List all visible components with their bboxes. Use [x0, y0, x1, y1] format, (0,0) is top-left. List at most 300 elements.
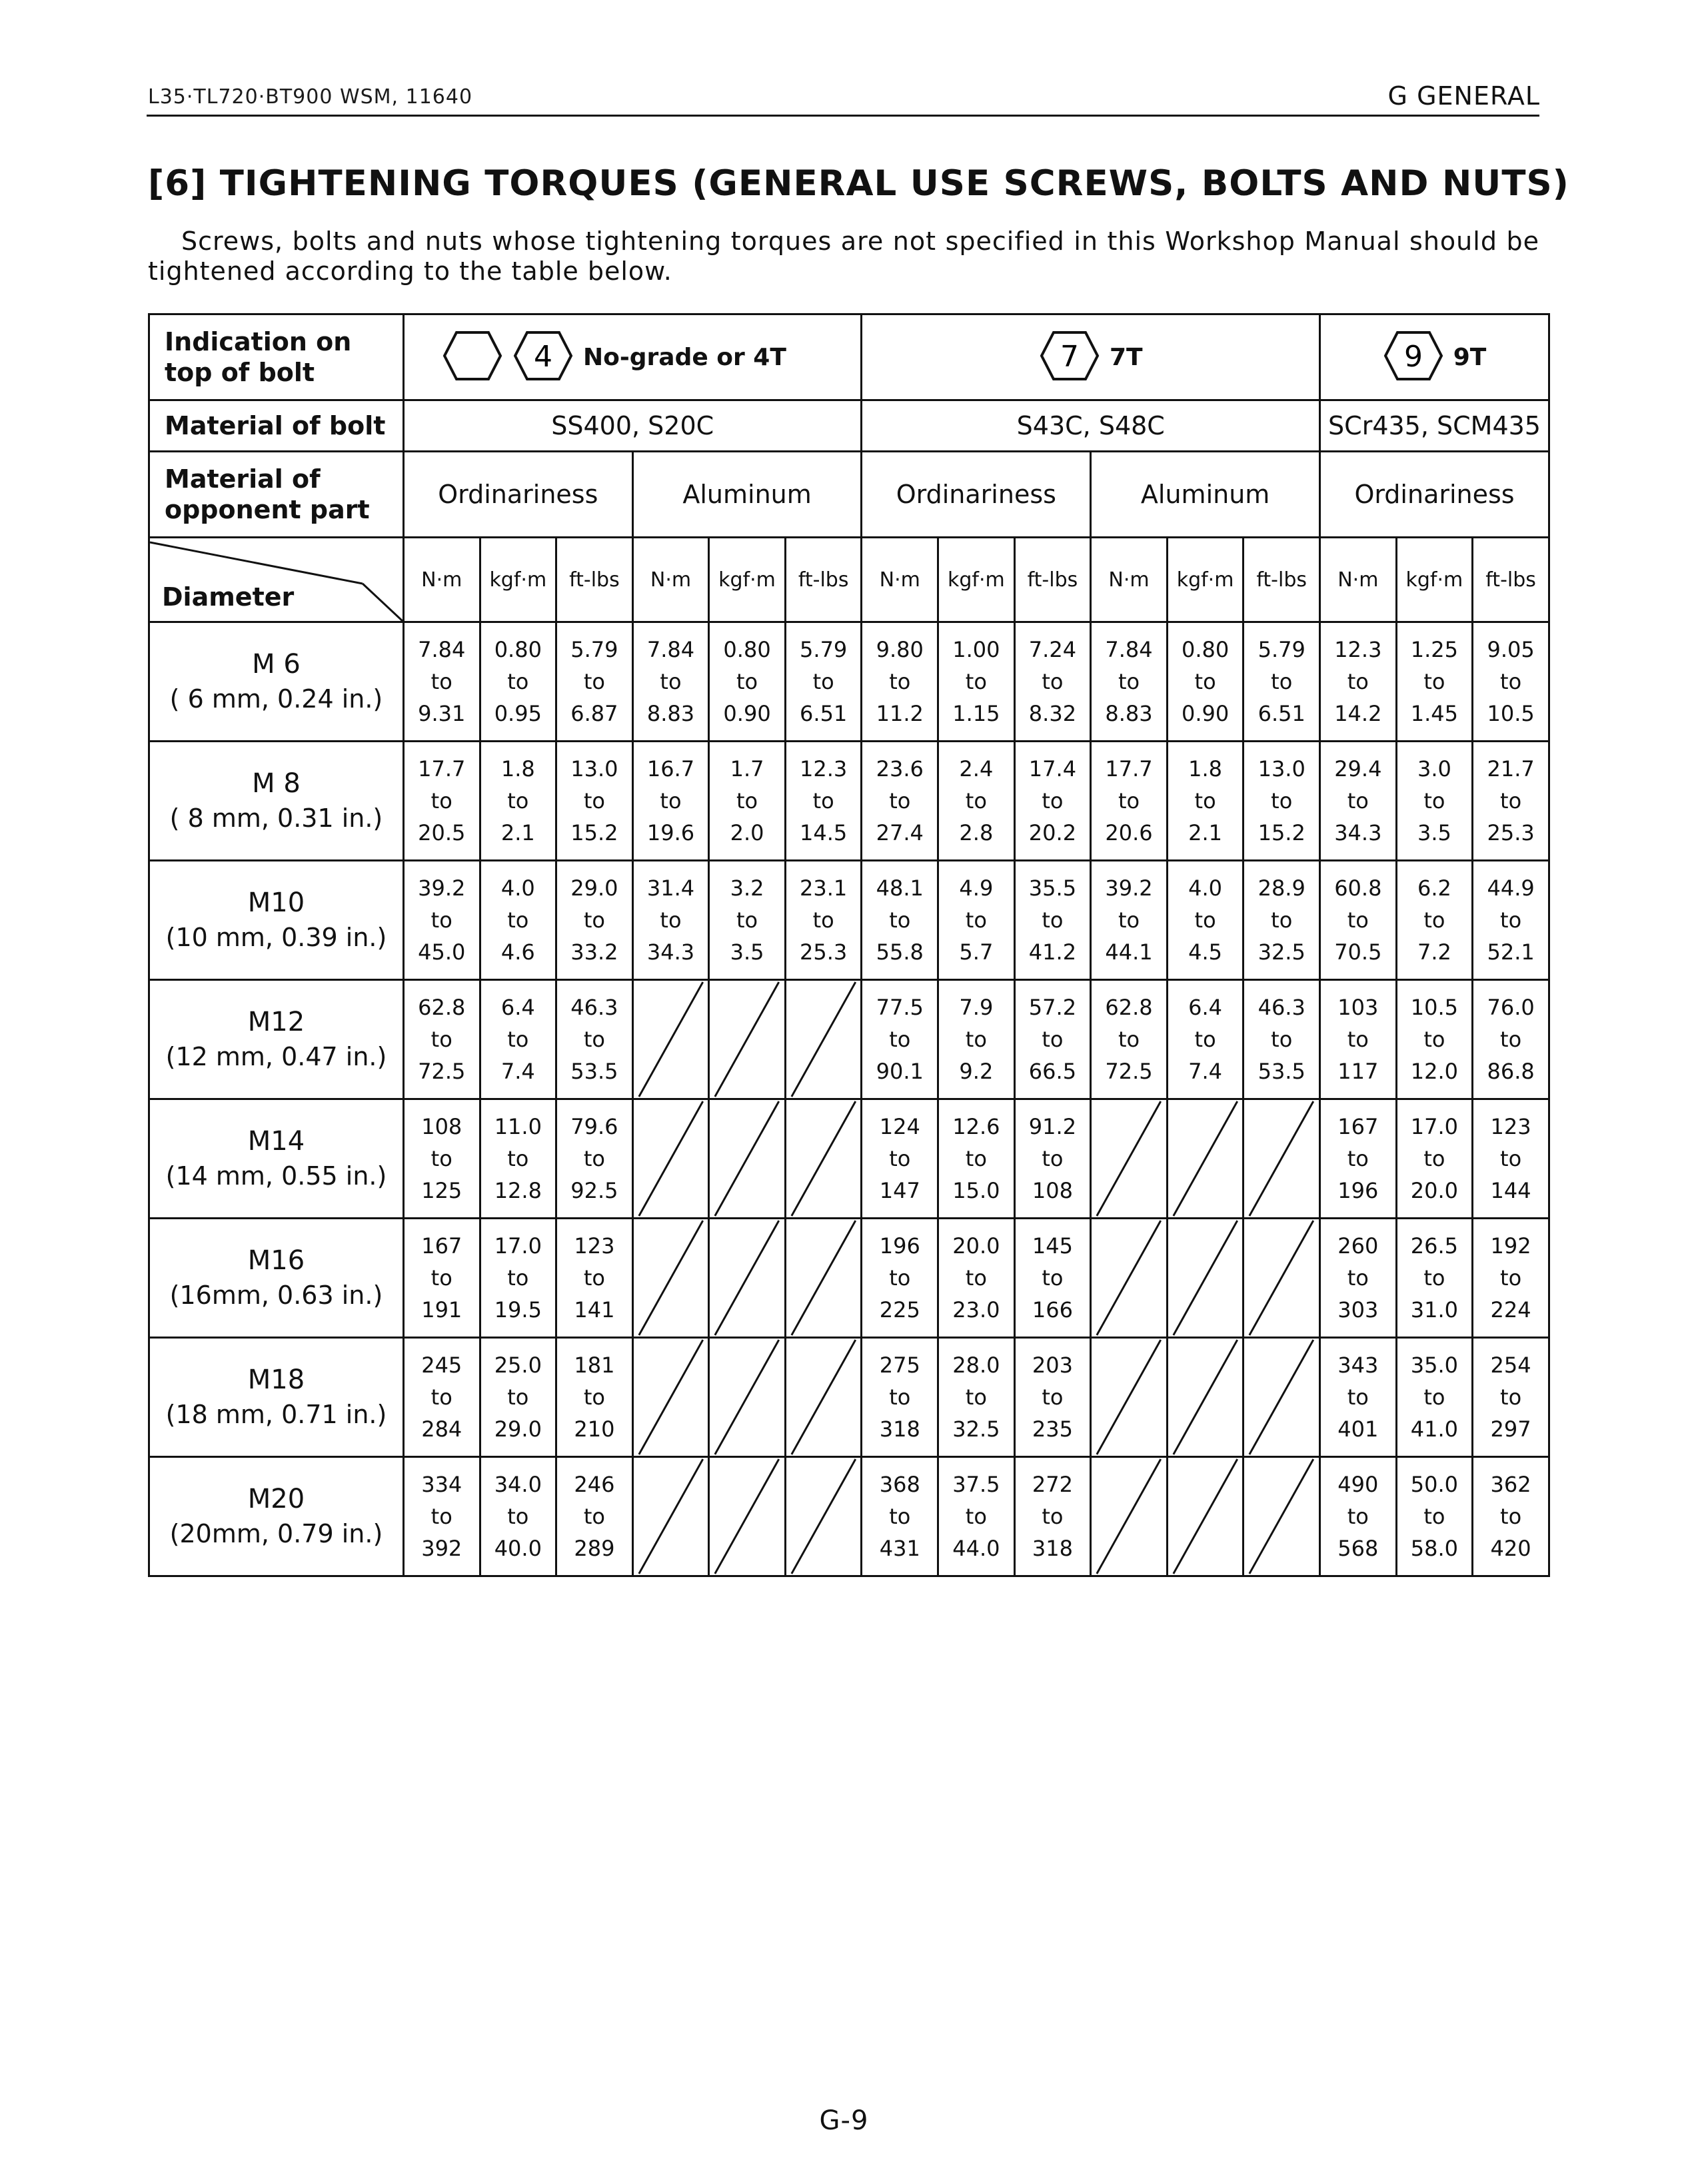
- opponent-part-3: Ordinariness: [862, 452, 1091, 538]
- torque-value-cell: [1320, 1457, 1397, 1576]
- unit-header-ftlbs: ft-lbs: [1014, 538, 1091, 622]
- to-word: to: [812, 907, 834, 933]
- to-word: to: [1271, 669, 1293, 694]
- to-word: to: [1347, 1265, 1369, 1291]
- torque-min: 9.05: [1487, 637, 1535, 662]
- not-applicable-cell: [1244, 1219, 1320, 1338]
- torque-min: 5.79: [800, 637, 848, 662]
- torque-value-cell: [1014, 1338, 1091, 1457]
- material-bolt-label: Material of bolt: [149, 400, 404, 452]
- page-title: [6] TIGHTENING TORQUES (GENERAL USE SCREWS, BOLTS AND NUTS): [148, 163, 1569, 204]
- strike-line: [710, 1219, 784, 1337]
- torque-value-cell: [1396, 980, 1473, 1099]
- torque-min: 1.25: [1410, 637, 1459, 662]
- torque-value-cell: [1244, 742, 1320, 861]
- strike-line: [634, 1219, 708, 1337]
- torque-min: 39.2: [1105, 875, 1153, 901]
- to-word: to: [1500, 1504, 1522, 1529]
- torque-value-cell: [1014, 622, 1091, 742]
- torque-max: 19.6: [646, 820, 695, 845]
- torque-min: 362: [1490, 1472, 1531, 1497]
- torque-max: 125: [421, 1178, 462, 1203]
- torque-min: 245: [421, 1353, 462, 1378]
- torque-min: 23.6: [876, 756, 924, 782]
- torque-max: 191: [421, 1297, 462, 1323]
- unit-header-nm: N·m: [1320, 538, 1397, 622]
- torque-max: 25.3: [800, 939, 848, 965]
- opponent-part-1: Ordinariness: [403, 452, 632, 538]
- torque-value-cell: [556, 1457, 633, 1576]
- torque-value-cell: [1396, 1219, 1473, 1338]
- torque-value-cell: [1167, 742, 1244, 861]
- torque-value-cell: [862, 622, 938, 742]
- torque-value-cell: [556, 622, 633, 742]
- torque-min: 17.0: [1410, 1114, 1459, 1139]
- torque-max: 72.5: [418, 1059, 466, 1084]
- torque-max: 297: [1490, 1416, 1531, 1442]
- torque-max: 15.2: [1258, 820, 1305, 845]
- bolt-size-desc: (20mm, 0.79 in.): [169, 1519, 383, 1548]
- strike-line: [786, 1100, 861, 1217]
- not-applicable-cell: [1167, 1099, 1244, 1219]
- torque-min: 246: [574, 1472, 615, 1497]
- torque-max: 44.1: [1105, 939, 1153, 965]
- to-word: to: [430, 1504, 452, 1529]
- torque-value-cell: [1396, 622, 1473, 742]
- torque-value-cell: [1320, 1099, 1397, 1219]
- torque-value-cell: [1396, 861, 1473, 980]
- torque-max: 19.5: [494, 1297, 542, 1323]
- indication-row: [149, 314, 1549, 400]
- to-word: to: [1423, 788, 1445, 814]
- torque-max: 420: [1490, 1536, 1531, 1561]
- torque-max: 8.83: [646, 701, 695, 726]
- to-word: to: [1347, 907, 1369, 933]
- to-word: to: [1194, 907, 1216, 933]
- torque-max: 44.0: [952, 1536, 1000, 1561]
- torque-max: 12.0: [1410, 1059, 1459, 1084]
- torque-min: 29.0: [570, 875, 618, 901]
- torque-min: 1.8: [1188, 756, 1223, 782]
- material-bolt-row: [149, 400, 1549, 452]
- strike-line: [786, 981, 861, 1098]
- torque-min: 25.0: [494, 1353, 542, 1378]
- strike-line: [786, 1339, 861, 1456]
- torque-value-cell: [403, 861, 480, 980]
- to-word: to: [1042, 788, 1064, 814]
- torque-max: 2.1: [500, 820, 535, 845]
- torque-min: 4.0: [500, 875, 535, 901]
- torque-value-cell: [785, 861, 862, 980]
- torque-value-cell: [556, 1219, 633, 1338]
- torque-value-cell: [1320, 1219, 1397, 1338]
- torque-value-cell: [1320, 1338, 1397, 1457]
- torque-min: 6.4: [1188, 995, 1223, 1020]
- to-word: to: [583, 1504, 605, 1529]
- torque-max: 45.0: [418, 939, 466, 965]
- torque-value-cell: [862, 861, 938, 980]
- torque-min: 29.4: [1334, 756, 1382, 782]
- torque-min: 26.5: [1410, 1233, 1459, 1259]
- torque-min: 12.3: [1334, 637, 1382, 662]
- bolt-size-desc: (10 mm, 0.39 in.): [165, 923, 387, 952]
- torque-min: 368: [879, 1472, 920, 1497]
- strike-line: [1092, 1219, 1166, 1337]
- header-left: L35·TL720·BT900 WSM, 11640: [148, 85, 473, 109]
- unit-header-ftlbs: ft-lbs: [785, 538, 862, 622]
- torque-max: 11.2: [876, 701, 924, 726]
- opponent-part-5: Ordinariness: [1320, 452, 1549, 538]
- bolt-size-cell: [149, 1338, 404, 1457]
- torque-value-cell: [785, 742, 862, 861]
- torque-min: 0.80: [723, 637, 771, 662]
- grade-7t-cell: [862, 314, 1320, 400]
- torque-min: 20.0: [952, 1233, 1000, 1259]
- to-word: to: [1423, 1146, 1445, 1171]
- to-word: to: [583, 1027, 605, 1052]
- to-word: to: [1500, 1146, 1522, 1171]
- table-row: [149, 742, 1549, 861]
- torque-min: 12.3: [800, 756, 848, 782]
- torque-value-cell: [1320, 861, 1397, 980]
- not-applicable-cell: [632, 1099, 709, 1219]
- torque-value-cell: [1396, 1099, 1473, 1219]
- to-word: to: [1194, 669, 1216, 694]
- unit-header-kgfm: kgf·m: [938, 538, 1015, 622]
- torque-max: 568: [1337, 1536, 1379, 1561]
- torque-min: 334: [421, 1472, 462, 1497]
- torque-min: 181: [574, 1353, 615, 1378]
- torque-min: 37.5: [952, 1472, 1000, 1497]
- to-word: to: [1347, 669, 1369, 694]
- torque-max: 29.0: [494, 1416, 542, 1442]
- to-word: to: [660, 788, 682, 814]
- torque-max: 9.2: [959, 1059, 994, 1084]
- bolt-size-name: M 8: [252, 768, 301, 799]
- torque-max: 20.2: [1028, 820, 1077, 845]
- not-applicable-cell: [709, 1338, 786, 1457]
- torque-min: 13.0: [1258, 756, 1305, 782]
- to-word: to: [1347, 1146, 1369, 1171]
- to-word: to: [430, 788, 452, 814]
- to-word: to: [1271, 1027, 1293, 1052]
- torque-max: 34.3: [646, 939, 695, 965]
- torque-min: 31.4: [646, 875, 695, 901]
- torque-value-cell: [403, 622, 480, 742]
- not-applicable-cell: [785, 1099, 862, 1219]
- torque-min: 13.0: [570, 756, 618, 782]
- to-word: to: [1042, 1384, 1064, 1410]
- torque-min: 48.1: [876, 875, 924, 901]
- torque-min: 35.0: [1410, 1353, 1459, 1378]
- to-word: to: [507, 1384, 529, 1410]
- torque-max: 20.0: [1410, 1178, 1459, 1203]
- to-word: to: [965, 1265, 987, 1291]
- bolt-material-2: S43C, S48C: [862, 400, 1320, 452]
- to-word: to: [889, 1384, 911, 1410]
- torque-value-cell: [1244, 861, 1320, 980]
- to-word: to: [507, 907, 529, 933]
- header-rule: [147, 115, 1539, 117]
- torque-max: 34.3: [1334, 820, 1382, 845]
- to-word: to: [1423, 1504, 1445, 1529]
- torque-min: 203: [1032, 1353, 1073, 1378]
- to-word: to: [1118, 907, 1140, 933]
- intro-line-1: Screws, bolts and nuts whose tightening torques are not specified in this Workshop Manual should be: [181, 227, 1539, 256]
- unit-header-ftlbs: ft-lbs: [1244, 538, 1320, 622]
- strike-line: [786, 1219, 861, 1337]
- to-word: to: [583, 1265, 605, 1291]
- not-applicable-cell: [1091, 1338, 1168, 1457]
- material-opponent-label: Material of opponent part: [149, 452, 404, 538]
- strike-line: [1092, 1100, 1166, 1217]
- to-word: to: [889, 907, 911, 933]
- torque-max: 23.0: [952, 1297, 1000, 1323]
- torque-value-cell: [1014, 1099, 1091, 1219]
- bolt-size-desc: (14 mm, 0.55 in.): [165, 1161, 387, 1191]
- strike-line: [1092, 1458, 1166, 1575]
- bolt-size-name: M18: [247, 1365, 305, 1395]
- to-word: to: [889, 1504, 911, 1529]
- torque-max: 108: [1032, 1178, 1073, 1203]
- torque-value-cell: [1014, 980, 1091, 1099]
- torque-max: 392: [421, 1536, 462, 1561]
- torque-value-cell: [862, 1338, 938, 1457]
- torque-value-cell: [556, 1338, 633, 1457]
- torque-max: 0.95: [494, 701, 542, 726]
- to-word: to: [965, 1504, 987, 1529]
- bolt-size-name: M 6: [252, 649, 301, 680]
- to-word: to: [965, 788, 987, 814]
- torque-min: 1.00: [952, 637, 1000, 662]
- hexagon-9-icon: [1383, 330, 1444, 384]
- torque-min: 50.0: [1410, 1472, 1459, 1497]
- torque-max: 25.3: [1487, 820, 1535, 845]
- to-word: to: [1271, 907, 1293, 933]
- bolt-size-name: M20: [247, 1484, 305, 1514]
- torque-value-cell: [938, 980, 1015, 1099]
- torque-max: 53.5: [570, 1059, 618, 1084]
- torque-value-cell: [938, 1099, 1015, 1219]
- torque-value-cell: [862, 1457, 938, 1576]
- grade-9t-label: 9T: [1453, 343, 1487, 371]
- not-applicable-cell: [1167, 1457, 1244, 1576]
- to-word: to: [1423, 669, 1445, 694]
- torque-max: 3.5: [1417, 820, 1451, 845]
- torque-max: 284: [421, 1416, 462, 1442]
- to-word: to: [1118, 788, 1140, 814]
- opponent-part-2: Aluminum: [632, 452, 862, 538]
- torque-max: 210: [574, 1416, 615, 1442]
- torque-value-cell: [480, 1457, 556, 1576]
- torque-max: 52.1: [1487, 939, 1535, 965]
- unit-header-kgfm: kgf·m: [480, 538, 556, 622]
- diameter-label: Diameter: [162, 582, 295, 612]
- torque-min: 35.5: [1028, 875, 1077, 901]
- torque-value-cell: [1167, 622, 1244, 742]
- torque-min: 17.7: [1105, 756, 1153, 782]
- to-word: to: [1118, 1027, 1140, 1052]
- torque-value-cell: [1396, 1457, 1473, 1576]
- torque-value-cell: [938, 861, 1015, 980]
- torque-min: 28.0: [952, 1353, 1000, 1378]
- torque-max: 224: [1490, 1297, 1531, 1323]
- torque-value-cell: [480, 861, 556, 980]
- not-applicable-cell: [632, 1338, 709, 1457]
- strike-line: [1168, 1100, 1243, 1217]
- to-word: to: [1500, 788, 1522, 814]
- bolt-size-cell: [149, 1099, 404, 1219]
- torque-max: 12.8: [494, 1178, 542, 1203]
- torque-value-cell: [1167, 861, 1244, 980]
- not-applicable-cell: [709, 1219, 786, 1338]
- unit-header-kgfm: kgf·m: [1167, 538, 1244, 622]
- torque-value-cell: [785, 622, 862, 742]
- to-word: to: [1423, 1384, 1445, 1410]
- torque-min: 57.2: [1028, 995, 1077, 1020]
- to-word: to: [965, 1146, 987, 1171]
- header-right: G GENERAL: [1387, 81, 1540, 111]
- to-word: to: [889, 1265, 911, 1291]
- torque-min: 0.80: [494, 637, 542, 662]
- to-word: to: [1347, 1384, 1369, 1410]
- torque-value-cell: [1244, 980, 1320, 1099]
- not-applicable-cell: [632, 1219, 709, 1338]
- bolt-material-3: SCr435, SCM435: [1320, 400, 1549, 452]
- to-word: to: [889, 669, 911, 694]
- torque-max: 40.0: [494, 1536, 542, 1561]
- page-number: G-9: [819, 2105, 869, 2136]
- torque-min: 11.0: [494, 1114, 542, 1139]
- grade-4t-cell: [403, 314, 862, 400]
- hexagon-blank-icon: [442, 330, 503, 384]
- torque-value-cell: [556, 861, 633, 980]
- torque-value-cell: [1091, 622, 1168, 742]
- torque-min: 275: [879, 1353, 920, 1378]
- torque-value-cell: [480, 622, 556, 742]
- torque-max: 144: [1490, 1178, 1531, 1203]
- torque-value-cell: [1473, 1338, 1549, 1457]
- not-applicable-cell: [1167, 1338, 1244, 1457]
- torque-min: 192: [1490, 1233, 1531, 1259]
- torque-max: 20.6: [1105, 820, 1153, 845]
- torque-value-cell: [862, 1219, 938, 1338]
- torque-max: 1.15: [952, 701, 1000, 726]
- torque-min: 5.79: [1258, 637, 1305, 662]
- torque-max: 431: [879, 1536, 920, 1561]
- unit-header-ftlbs: ft-lbs: [556, 538, 633, 622]
- torque-min: 124: [879, 1114, 920, 1139]
- torque-min: 10.5: [1410, 995, 1459, 1020]
- torque-min: 21.7: [1487, 756, 1535, 782]
- bolt-size-name: M14: [247, 1126, 305, 1157]
- torque-max: 6.51: [800, 701, 848, 726]
- torque-value-cell: [1014, 1457, 1091, 1576]
- strike-line: [1092, 1339, 1166, 1456]
- to-word: to: [1042, 669, 1064, 694]
- torque-value-cell: [480, 1219, 556, 1338]
- to-word: to: [965, 1027, 987, 1052]
- to-word: to: [736, 669, 758, 694]
- torque-min: 1.7: [730, 756, 764, 782]
- torque-min: 46.3: [570, 995, 618, 1020]
- to-word: to: [583, 669, 605, 694]
- torque-max: 4.6: [500, 939, 535, 965]
- torque-value-cell: [1396, 742, 1473, 861]
- torque-min: 123: [1490, 1114, 1531, 1139]
- torque-max: 20.5: [418, 820, 466, 845]
- torque-min: 34.0: [494, 1472, 542, 1497]
- torque-min: 3.0: [1417, 756, 1451, 782]
- torque-min: 28.9: [1258, 875, 1305, 901]
- to-word: to: [736, 907, 758, 933]
- torque-max: 90.1: [876, 1059, 924, 1084]
- torque-value-cell: [480, 1338, 556, 1457]
- torque-value-cell: [1473, 1457, 1549, 1576]
- torque-min: 4.0: [1188, 875, 1223, 901]
- bolt-size-cell: [149, 980, 404, 1099]
- torque-max: 58.0: [1410, 1536, 1459, 1561]
- torque-min: 7.84: [646, 637, 695, 662]
- torque-max: 7.4: [500, 1059, 535, 1084]
- torque-min: 5.79: [570, 637, 618, 662]
- not-applicable-cell: [1244, 1457, 1320, 1576]
- not-applicable-cell: [1167, 1219, 1244, 1338]
- to-word: to: [1118, 669, 1140, 694]
- strike-line: [634, 1458, 708, 1575]
- torque-min: 7.84: [418, 637, 466, 662]
- torque-max: 1.45: [1410, 701, 1459, 726]
- strike-line: [634, 1100, 708, 1217]
- torque-value-cell: [938, 1338, 1015, 1457]
- torque-max: 289: [574, 1536, 615, 1561]
- torque-max: 401: [1337, 1416, 1379, 1442]
- torque-max: 31.0: [1410, 1297, 1459, 1323]
- bolt-size-desc: (18 mm, 0.71 in.): [165, 1400, 387, 1429]
- to-word: to: [1194, 1027, 1216, 1052]
- not-applicable-cell: [785, 1457, 862, 1576]
- torque-value-cell: [709, 861, 786, 980]
- torque-max: 72.5: [1105, 1059, 1153, 1084]
- torque-min: 6.2: [1417, 875, 1451, 901]
- torque-min: 91.2: [1028, 1114, 1077, 1139]
- strike-line: [1244, 1100, 1319, 1217]
- to-word: to: [430, 1146, 452, 1171]
- torque-min: 44.9: [1487, 875, 1535, 901]
- torque-max: 55.8: [876, 939, 924, 965]
- torque-value-cell: [1091, 980, 1168, 1099]
- svg-text:4: 4: [533, 340, 552, 374]
- to-word: to: [583, 788, 605, 814]
- torque-min: 7.9: [959, 995, 994, 1020]
- torque-min: 16.7: [646, 756, 695, 782]
- torque-value-cell: [1473, 622, 1549, 742]
- torque-value-cell: [632, 861, 709, 980]
- torque-table: [148, 313, 1550, 1577]
- hexagon-7-icon: [1039, 330, 1100, 384]
- indication-label: Indication on top of bolt: [149, 314, 404, 400]
- torque-value-cell: [480, 1099, 556, 1219]
- to-word: to: [430, 1384, 452, 1410]
- to-word: to: [583, 1146, 605, 1171]
- strike-line: [1168, 1339, 1243, 1456]
- torque-max: 9.31: [418, 701, 466, 726]
- torque-min: 79.6: [570, 1114, 618, 1139]
- torque-min: 108: [421, 1114, 462, 1139]
- bolt-material-1: SS400, S20C: [403, 400, 862, 452]
- not-applicable-cell: [1244, 1099, 1320, 1219]
- not-applicable-cell: [1244, 1338, 1320, 1457]
